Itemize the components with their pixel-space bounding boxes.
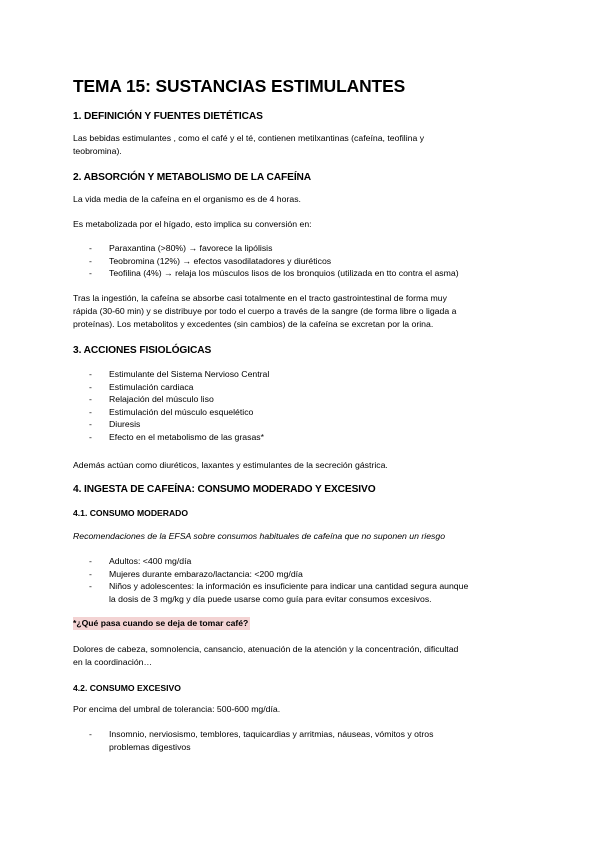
page-title: TEMA 15: SUSTANCIAS ESTIMULANTES: [73, 76, 406, 96]
section-2-paragraph-2: [73, 218, 528, 231]
list-item: - Paraxantina (>80%) → favorece la lipólisis: [89, 243, 273, 253]
text-line: Por encima del umbral de tolerancia: 500-600 mg/día.: [73, 704, 281, 714]
text-line: Las bebidas estimulantes , como el café y el té, contienen metilxantinas (cafeína, teofilina y: [73, 133, 425, 143]
withdrawal-paragraph: [73, 643, 528, 669]
list-item: - Efecto en el metabolismo de las grasas*: [89, 431, 265, 442]
list-item: - Estimulante del Sistema Nervioso Central: [89, 369, 270, 379]
efsa-recommendation: [73, 530, 528, 543]
section-3-paragraph: [73, 459, 528, 472]
highlighted-question: *¿Qué pasa cuando se deja de tomar café?: [73, 618, 249, 628]
section-1-paragraph: [73, 132, 528, 158]
list-item: - Diuresis: [89, 419, 141, 430]
text-line: Tras la ingestión, la cafeína se absorbe casi totalmente en el tracto gastrointestinal de forma muy: [73, 293, 447, 303]
list-item: - Estimulación cardiaca: [89, 381, 194, 392]
text-line: Además actúan como diuréticos, laxantes y estimulantes de la secreción gástrica.: [73, 460, 388, 470]
list-item: - Insomnio, nerviosismo, temblores, taquicardias y arritmias, náuseas, vómitos y otros problemas digestivos: [89, 729, 434, 752]
subsection-4-1-heading: 4.1. CONSUMO MODERADO: [73, 508, 189, 518]
section-2-paragraph-1: [73, 193, 528, 206]
text-line: rápida (30-60 min) y se distribuye por todo el cuerpo a través de la sangre (de forma libre o ligada a: [73, 306, 457, 316]
list-item: - Niños y adolescentes: la información es insuficiente para indicar una cantidad segura aunque la dosis de 3 mg/kg y día puede usarse como guía para evitar consumos excesivos.: [89, 581, 469, 604]
section-4-heading: 4. INGESTA DE CAFEÍNA: CONSUMO MODERADO Y EXCESIVO: [73, 484, 376, 495]
excess-effects-list: [73, 728, 528, 753]
list-item: - Teofilina (4%) → relaja los músculos lisos de los bronquios (utilizada en tto contra el asma): [89, 268, 459, 279]
section-3-heading: 3. ACCIONES FISIOLÓGICAS: [73, 345, 212, 356]
text-line: Recomendaciones de la EFSA sobre consumos habituales de cafeína que no suponen un riesgo: [73, 531, 446, 541]
text-line: proteínas). Los metabolitos y excedentes (sin cambios) de la cafeína se excretan por la orina.: [73, 319, 434, 329]
text-line: teobromina).: [73, 146, 122, 156]
list-item: - Estimulación del músculo esquelético: [89, 406, 254, 417]
section-2-paragraph-3: [73, 292, 528, 331]
text-line: en la coordinación…: [73, 657, 153, 667]
subsection-4-2-heading: 4.2. CONSUMO EXCESIVO: [73, 683, 181, 693]
moderate-consumption-list: [73, 555, 528, 605]
text-line: Es metabolizada por el hígado, esto implica su conversión en:: [73, 219, 312, 229]
list-item: - Adultos: <400 mg/día: [89, 556, 192, 566]
list-item: - Teobromina (12%) → efectos vasodilatadores y diuréticos: [89, 255, 332, 266]
metabolites-list: [73, 242, 528, 280]
actions-list: [73, 368, 528, 444]
list-item: - Relajación del músculo liso: [89, 394, 214, 405]
text-line: Dolores de cabeza, somnolencia, cansancio, atenuación de la atención y la concentración, dificultad: [73, 644, 459, 654]
text-line: La vida media de la cafeína en el organismo es de 4 horas.: [73, 194, 301, 204]
section-1-heading: 1. DEFINICIÓN Y FUENTES DIETÉTICAS: [73, 111, 263, 122]
excess-paragraph: [73, 703, 528, 716]
list-item: - Mujeres durante embarazo/lactancia: <200 mg/día: [89, 568, 303, 579]
section-2-heading: 2. ABSORCIÓN Y METABOLISMO DE LA CAFEÍNA: [73, 172, 312, 183]
